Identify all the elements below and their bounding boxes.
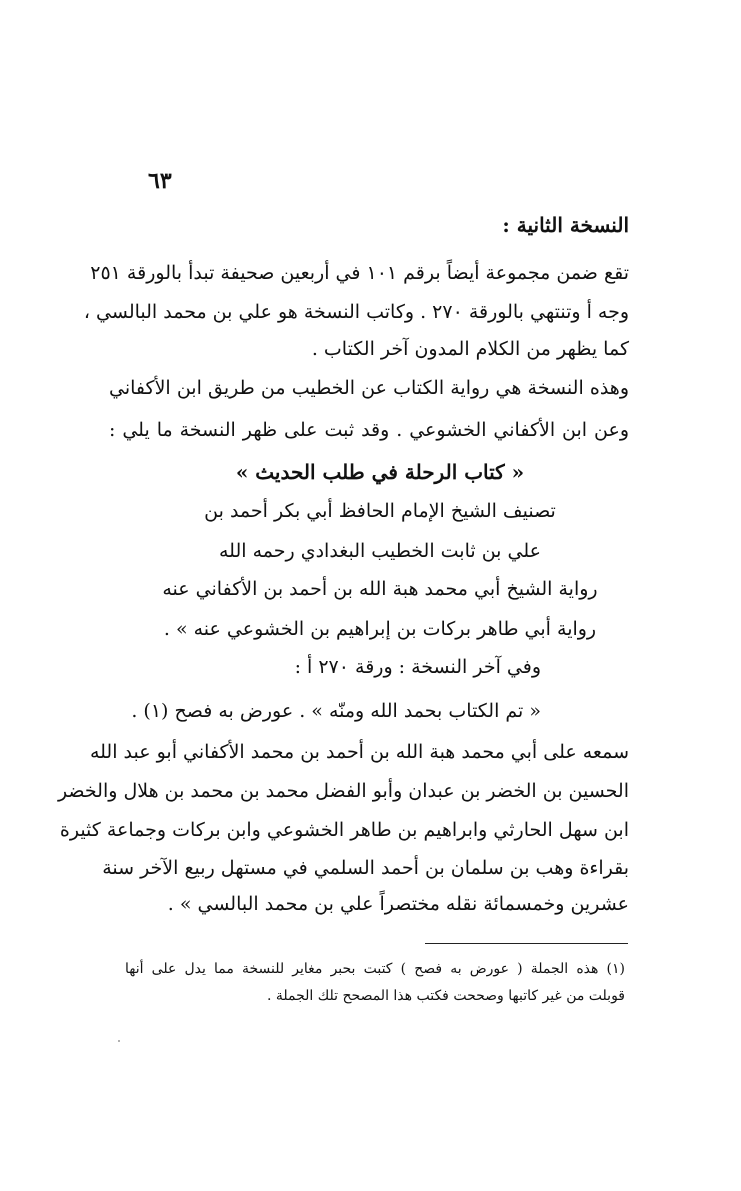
speck-mark [118,1040,120,1042]
book-title: « كتاب الرحلة في طلب الحديث » [235,460,525,484]
footnote-separator [425,943,628,944]
paragraph2-line-1: وهذه النسخة هي رواية الكتاب عن الخطيب من طريق ابن الأكفاني [109,377,629,399]
paragraph2-line-2: وعن ابن الأكفاني الخشوعي . وقد ثبت على ظهر النسخة ما يلي : [109,419,629,441]
end-note-quote: « تم الكتاب بحمد الله ومنّه » . عورض به فصح (١) . [131,700,541,722]
section-heading: النسخة الثانية : [502,213,629,237]
title-block-line-4: رواية أبي طاهر بركات بن إبراهيم بن الخشوعي عنه » . [163,618,597,640]
paragraph1-line-3: كما يظهر من الكلام المدون آخر الكتاب . [311,338,629,360]
page-number: ٦٣ [148,168,172,194]
end-note-intro: وفي آخر النسخة : ورقة ٢٧٠ أ : [294,656,541,678]
paragraph3-line-4: بقراءة وهب بن سلمان بن أحمد السلمي في مستهل ربيع الآخر سنة [102,857,629,879]
paragraph3-line-3: ابن سهل الحارثي وابراهيم بن طاهر الخشوعي وابن بركات وجماعة كثيرة [59,819,629,841]
paragraph3-line-5: عشرين وخمسمائة نقله مختصراً علي بن محمد البالسي » . [167,893,629,915]
paragraph1-line-2: وجه أ وتنتهي بالورقة ٢٧٠ . وكاتب النسخة هو علي بن محمد البالسي ، [83,301,629,323]
paragraph3-line-2: الحسين بن الخضر بن عبدان وأبو الفضل محمد بن محمد بن هلال والخضر [57,780,629,802]
footnote-line-1: (١) هذه الجملة ( عورض به فصح ) كتبت بحبر مغاير للنسخة مما يدل على أنها [125,961,625,977]
paragraph1-line-1: تقع ضمن مجموعة أيضاً برقم ١٠١ في أربعين صحيفة تبدأ بالورقة ٢٥١ [90,262,629,284]
title-block-line-2: علي بن ثابت الخطيب البغدادي رحمه الله [219,540,541,562]
footnote-line-2: قوبلت من غير كاتبها وصححت فكتب هذا المصحح تلك الجملة . [266,988,625,1004]
paragraph3-line-1: سمعه على أبي محمد هبة الله بن أحمد بن محمد الأكفاني أبو عبد الله [89,741,629,763]
title-block-line-3: رواية الشيخ أبي محمد هبة الله بن أحمد بن الأكفاني عنه [162,578,598,600]
title-block-line-1: تصنيف الشيخ الإمام الحافظ أبي بكر أحمد بن [204,500,556,522]
